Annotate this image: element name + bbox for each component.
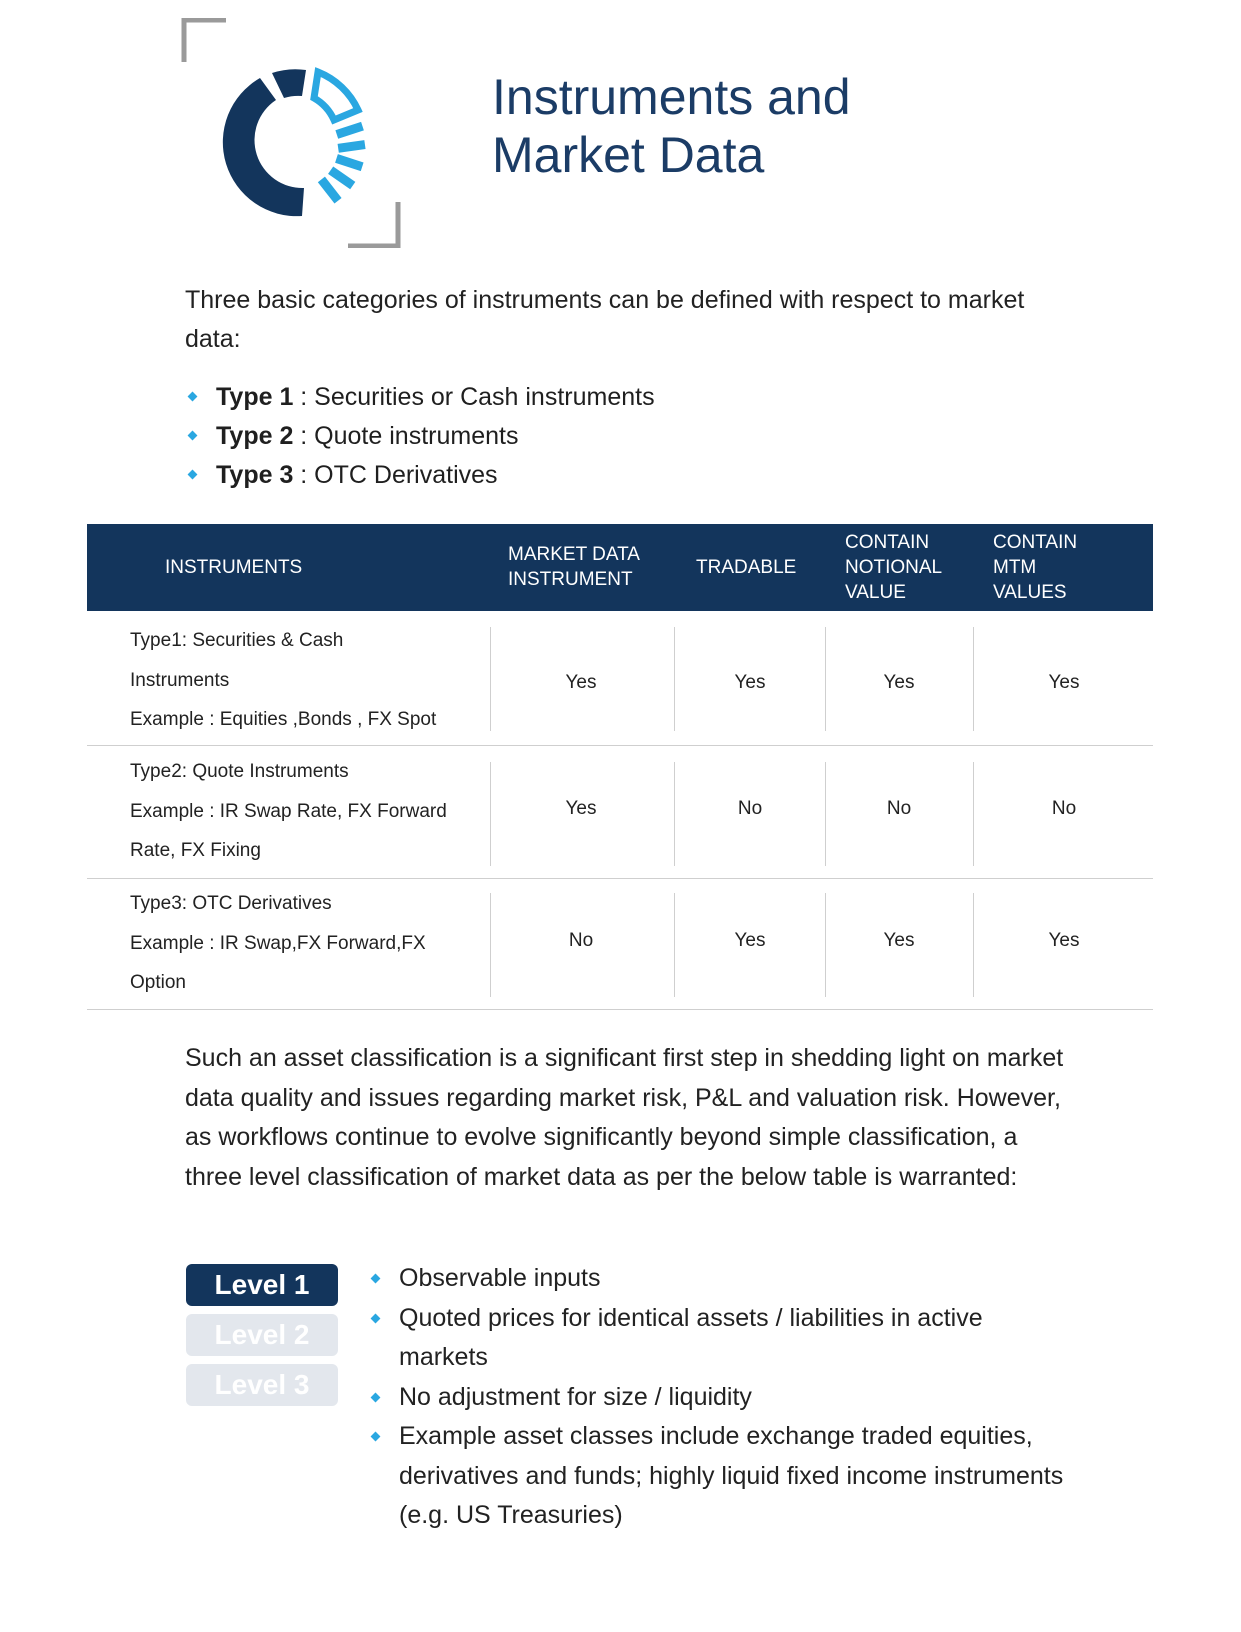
level-3-tab[interactable]: Level 3	[186, 1364, 338, 1406]
header-mtm: CONTAIN MTM VALUES	[993, 532, 1078, 603]
diamond-bullet-icon	[188, 470, 198, 480]
column-divider	[490, 627, 491, 731]
diamond-bullet-icon	[371, 1392, 381, 1402]
list-item: Example asset classes include exchange traded equities, derivatives and funds; highly liquid fixed income instruments (e.g. US Treasuries)	[368, 1417, 1068, 1536]
title-line-2: Market Data	[492, 127, 765, 183]
level-1-tab[interactable]: Level 1	[186, 1264, 338, 1306]
mtm-cell: No	[1051, 798, 1077, 819]
header-tradable: TRADABLE	[696, 557, 797, 578]
table-row	[87, 879, 1153, 1010]
market-data-cell: Yes	[565, 672, 597, 693]
column-divider	[825, 762, 826, 866]
diamond-bullet-icon	[371, 1274, 381, 1284]
title-line-1: Instruments and	[492, 69, 851, 125]
table-row	[87, 746, 1153, 879]
instrument-cell: Type1: Securities & Cash Instruments Example : Equities ,Bonds , FX Spot	[130, 630, 437, 730]
market-data-cell: No	[568, 930, 594, 951]
list-item: Type 1 : Securities or Cash instruments	[185, 378, 655, 417]
column-divider	[490, 762, 491, 866]
column-divider	[674, 762, 675, 866]
mtm-cell: Yes	[1048, 672, 1080, 693]
column-divider	[825, 893, 826, 997]
tradable-cell: No	[737, 798, 763, 819]
header-notional: CONTAIN NOTIONAL VALUE	[845, 532, 943, 603]
classification-paragraph: Such an asset classification is a significant first step in shedding light on market data quality and issues regarding market risk, P&L and valuation risk. However, as workflows continue to evolve significantly beyond simple classification, a three level classification of market data as per the below table is warranted:	[185, 1044, 1064, 1191]
intro-paragraph: Three basic categories of instruments can be defined with respect to market data:	[185, 286, 1025, 353]
instrument-types-list	[185, 378, 655, 495]
instrument-cell: Type2: Quote Instruments Example : IR Swap Rate, FX Forward Rate, FX Fixing	[130, 761, 447, 861]
tradable-cell: Yes	[734, 930, 766, 951]
instrument-cell: Type3: OTC Derivatives Example : IR Swap,FX Forward,FX Option	[130, 893, 426, 993]
notional-cell: Yes	[883, 930, 915, 951]
notional-cell: Yes	[883, 672, 915, 693]
column-divider	[674, 893, 675, 997]
donut-chart-icon	[176, 18, 406, 248]
column-divider	[825, 627, 826, 731]
notional-cell: No	[886, 798, 912, 819]
column-divider	[490, 893, 491, 997]
level-2-tab[interactable]: Level 2	[186, 1314, 338, 1356]
market-data-cell: Yes	[565, 798, 597, 819]
page-title	[492, 68, 851, 184]
header-instruments: INSTRUMENTS	[165, 557, 303, 578]
diamond-bullet-icon	[188, 392, 198, 402]
tradable-cell: Yes	[734, 672, 766, 693]
list-item: No adjustment for size / liquidity	[368, 1378, 1068, 1418]
diamond-bullet-icon	[371, 1313, 381, 1323]
list-item: Observable inputs	[368, 1259, 1068, 1299]
diamond-bullet-icon	[188, 431, 198, 441]
list-item: Quoted prices for identical assets / liabilities in active markets	[368, 1299, 1068, 1378]
list-item: Type 3 : OTC Derivatives	[185, 456, 655, 495]
diamond-bullet-icon	[371, 1432, 381, 1442]
list-item: Type 2 : Quote instruments	[185, 417, 655, 456]
table-header	[87, 524, 1153, 611]
column-divider	[973, 893, 974, 997]
header-market-data: MARKET DATA INSTRUMENT	[508, 544, 640, 590]
level-points-list	[368, 1259, 1068, 1536]
mtm-cell: Yes	[1048, 930, 1080, 951]
table-row	[87, 611, 1153, 746]
column-divider	[674, 627, 675, 731]
column-divider	[973, 627, 974, 731]
column-divider	[973, 762, 974, 866]
